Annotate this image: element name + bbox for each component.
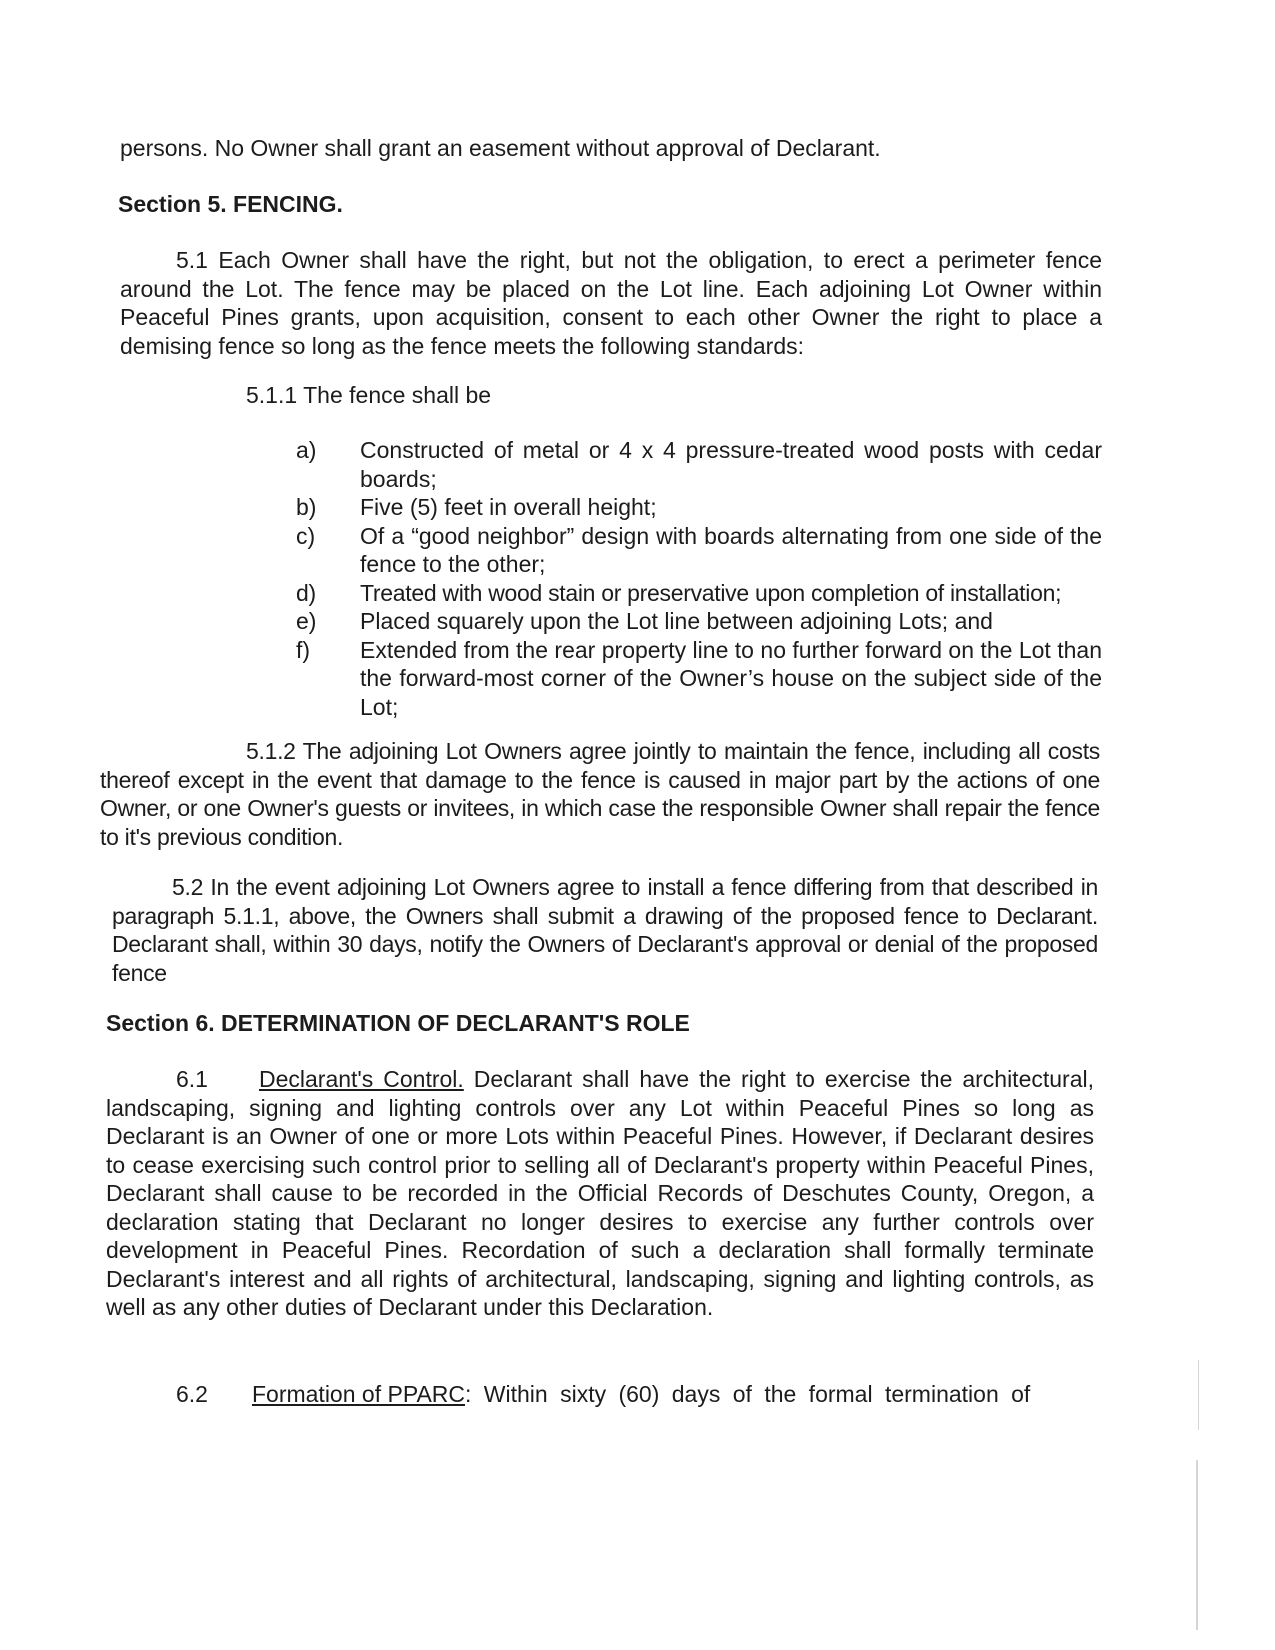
- list-item-text: Five (5) feet in overall height;: [360, 494, 657, 520]
- paragraph-text: Within sixty (60) days of the formal termination of: [471, 1381, 1031, 1407]
- list-item-text: Placed squarely upon the Lot line between adjoining Lots; and: [360, 608, 993, 634]
- list-item-f: [296, 636, 1102, 722]
- paragraph-6-2: [176, 1380, 1096, 1409]
- list-item-text: Constructed of metal or 4 x 4 pressure-treated wood posts with cedar boards;: [360, 437, 1102, 492]
- paragraph-title: Declarant's Control.: [258, 1066, 464, 1092]
- paragraph-5-1-2: 5.1.2 The adjoining Lot Owners agree jointly to maintain the fence, including all costs thereof except in the event that damage to the fence is caused in major part by the actions of one Owner, or one Owner's guests or invitees, in which case the responsible Owner shall repair the fence to it's previous condition.: [100, 738, 1100, 850]
- fence-standards-list: [296, 436, 1102, 721]
- scan-artifact-line: [1196, 1460, 1198, 1630]
- list-item-d: [296, 579, 1102, 608]
- section-5-heading: Section 5. FENCING.: [118, 191, 343, 217]
- list-item-c: [296, 522, 1102, 579]
- list-marker: c): [296, 522, 316, 549]
- list-marker: f): [296, 636, 311, 663]
- list-item-b: [296, 493, 1102, 522]
- section-6-heading: Section 6. DETERMINATION OF DECLARANT'S ROLE: [106, 1010, 690, 1036]
- list-marker: e): [296, 608, 317, 634]
- paragraph-text: Declarant shall have the right to exercise the architectural, landscaping, signing and lighting controls over any Lot within Peaceful Pines so long as Declarant is an Owner of one or more Lots within Peaceful Pines. However, if Declarant desires to cease exercising such control prior to selling all of Declarant's property within Peaceful Pines, Declarant shall cause to be recorded in the Official Records of Deschutes County, Oregon, a declaration stating that Declarant no longer desires to exercise any further controls over development in Peaceful Pines. Recordation of such a declaration shall formally terminate Declarant's interest and all rights of architectural, landscaping, signing and lighting controls, as well as any other duties of Declarant under this Declaration.: [106, 1066, 1094, 1320]
- list-item-text: Of a “good neighbor” design with boards alternating from one side of the fence to the other;: [360, 522, 1102, 577]
- paragraph-5-1: 5.1 Each Owner shall have the right, but not the obligation, to erect a perimeter fence around the Lot. The fence may be placed on the Lot line. Each adjoining Lot Owner within Peaceful Pines grants, upon acquisition, consent to each other Owner the right to place a demising fence so long as the fence meets the following standards:: [120, 247, 1102, 359]
- paragraph-number: 6.1: [176, 1066, 208, 1092]
- list-item-a: [296, 436, 1102, 493]
- paragraph-title: Formation of PPARC: [251, 1381, 466, 1407]
- paragraph-6-1: [106, 1065, 1094, 1322]
- list-marker: a): [296, 437, 317, 463]
- list-item-text: Extended from the rear property line to no further forward on the Lot than the forward-most corner of the Owner’s house on the subject side of the Lot;: [360, 636, 1102, 720]
- intro-paragraph: persons. No Owner shall grant an easement without approval of Declarant.: [120, 135, 881, 161]
- paragraph-colon: :: [465, 1381, 472, 1407]
- paragraph-5-2: 5.2 In the event adjoining Lot Owners agree to install a fence differing from that described in paragraph 5.1.1, above, the Owners shall submit a drawing of the proposed fence to Declarant. Declarant shall, within 30 days, notify the Owners of Declarant's approval or denial of the proposed fence: [112, 874, 1098, 986]
- paragraph-number: 6.2: [176, 1381, 208, 1407]
- list-item-text: Treated with wood stain or preservative upon completion of installation;: [360, 579, 1062, 606]
- list-marker: d): [296, 579, 316, 606]
- scan-artifact-line: [1198, 1360, 1199, 1430]
- list-marker: b): [296, 494, 317, 520]
- paragraph-5-1-1-intro: 5.1.1 The fence shall be: [246, 382, 492, 408]
- list-item-e: [296, 607, 1102, 636]
